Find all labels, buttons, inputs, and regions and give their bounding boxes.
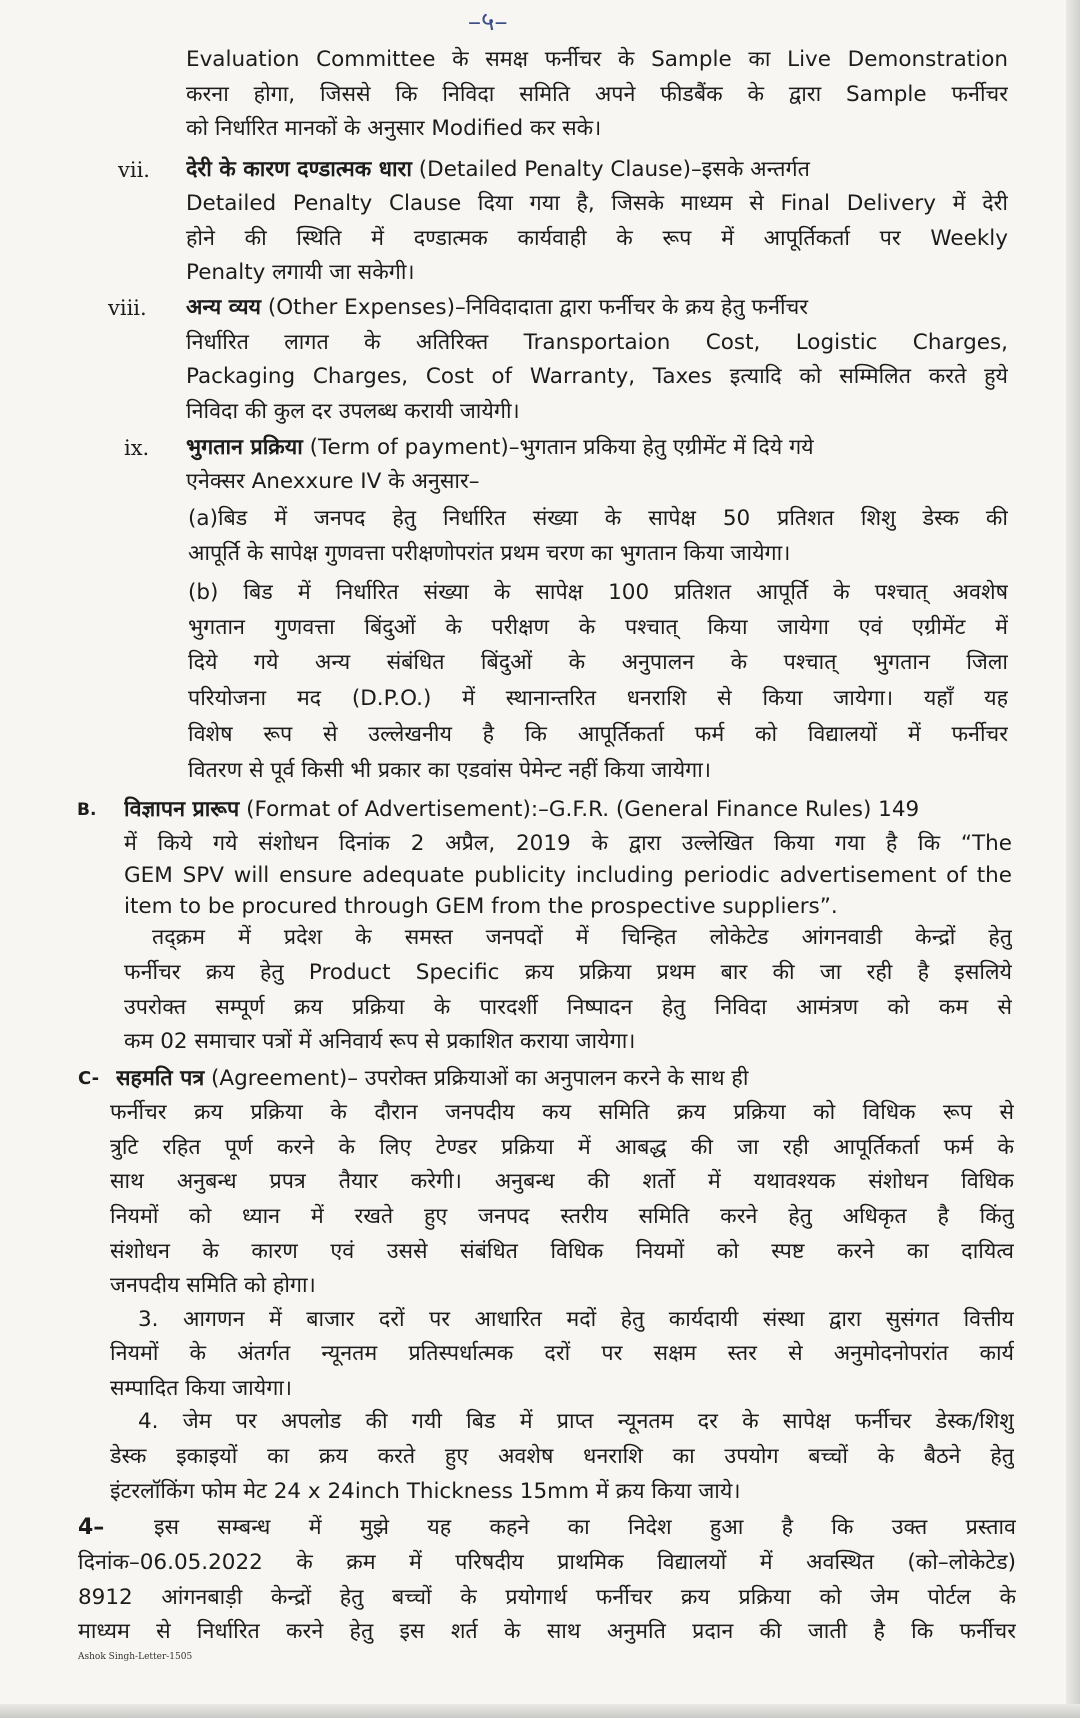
section-marker-c: C- xyxy=(78,1068,100,1089)
text-line: इंटरलॉकिंग फोम मेट 24 x 24inch Thickness 15mm में क्रय किया जाये। xyxy=(110,1479,741,1504)
text-line: नियमों को ध्यान में रखते हुए जनपद स्तरीय समिति करने हेतु अधिकृत है किंतु xyxy=(110,1204,1014,1229)
clause-ix-first-line xyxy=(186,433,1008,463)
heading-penalty: देरी के कारण दण्डात्मक धारा xyxy=(186,157,412,182)
text-line: इस सम्बन्ध में मुझे यह कहने का निदेश हुआ है कि उक्त प्रस्ताव xyxy=(154,1515,1016,1540)
text-span: (Other Expenses)–निविदादाता द्वारा फर्नीचर के क्रय हेतु फर्नीचर xyxy=(267,295,809,320)
page-edge-right xyxy=(1066,0,1080,1718)
text-line: (a)बिड में जनपद हेतु निर्धारित संख्या के सापेक्ष 50 प्रतिशत शिशु डेस्क की xyxy=(188,506,1008,531)
text-line: फर्नीचर क्रय प्रक्रिया के दौरान जनपदीय कय समिति क्रय प्रक्रिया को विधिक रूप से xyxy=(110,1100,1014,1125)
clause-viii-first-line xyxy=(186,293,1008,323)
text-line: माध्यम से निर्धारित करने हेतु इस शर्त के साथ अनुमति प्रदान की जाती है कि फर्नीचर xyxy=(78,1619,1016,1644)
text-line: Penalty लगायी जा सकेगी। xyxy=(186,260,415,285)
text-line: दिये गये अन्य संबंधित बिंदुओं के अनुपालन के पश्चात् भुगतान जिला xyxy=(188,650,1008,675)
section-c-first-line xyxy=(116,1064,1014,1094)
page-number: –५– xyxy=(468,7,508,37)
section-marker-b: B. xyxy=(77,800,97,820)
text-line: भुगतान गुणवत्ता बिंदुओं के परीक्षण के पश्चात् किया जायेगा एवं एग्रीमेंट में xyxy=(188,615,1008,640)
text-line: Evaluation Committee के समक्ष फर्नीचर के Sample का Live Demonstration xyxy=(186,47,1008,72)
text-line: सम्पादित किया जायेगा। xyxy=(110,1376,293,1401)
section-b-first-line xyxy=(124,795,1012,825)
text-line: item to be procured through GEM from the prospective suppliers”. xyxy=(124,894,838,919)
heading-payment: भुगतान प्रक्रिया xyxy=(186,435,303,460)
text-line: डेस्क इकाइयों का क्रय करते हुए अवशेष धनराशि का उपयोग बच्चों के बैठने हेतु xyxy=(110,1444,1014,1469)
text-line: विशेष रूप से उल्लेखनीय है कि आपूर्तिकर्ता फर्म को विद्यालयों में फर्नीचर xyxy=(188,722,1008,747)
heading-advertisement: विज्ञापन प्रारूप xyxy=(124,797,240,822)
text-span: (Term of payment)–भुगतान प्रकिया हेतु एग्रीमेंट में दिये गये xyxy=(309,435,814,460)
text-line: (b) बिड में निर्धारित संख्या के सापेक्ष 100 प्रतिशत आपूर्ति के पश्चात् अवशेष xyxy=(188,580,1008,605)
text-line: 4. जेम पर अपलोड की गयी बिड में प्राप्त न्यूनतम दर के सापेक्ष फर्नीचर डेस्क/शिशु xyxy=(138,1409,1014,1434)
text-line: तद्क्रम में प्रदेश के समस्त जनपदों में चिन्हित लोकेटेड आंगनवाडी केन्द्रों हेतु xyxy=(152,925,1012,950)
text-span: (Format of Advertisement):–G.F.R. (General Finance Rules) 149 xyxy=(246,797,920,822)
text-line: नियमों के अंतर्गत न्यूनतम प्रतिस्पर्धात्मक दरों पर सक्षम स्तर से अनुमोदनोपरांत कार्य xyxy=(110,1341,1014,1366)
heading-agreement: सहमति पत्र xyxy=(116,1066,205,1091)
text-span: (Agreement)– उपरोक्त प्रक्रियाओं का अनुपालन करने के साथ ही xyxy=(211,1066,749,1091)
text-line: जनपदीय समिति को होगा। xyxy=(110,1273,316,1298)
text-line: 8912 आंगनबाड़ी केन्द्रों हेतु बच्चों के प्रयोगार्थ फर्नीचर क्रय प्रक्रिया को जेम पोर्टल के xyxy=(78,1585,1016,1610)
text-line: त्रुटि रहित पूर्ण करने के लिए टेण्डर प्रक्रिया में आबद्ध की जा रही आपूर्तिकर्ता फर्म के xyxy=(110,1135,1014,1160)
text-line: GEM SPV will ensure adequate publicity including periodic advertisement of the xyxy=(124,863,1012,888)
text-line: 3. आगणन में बाजार दरों पर आधारित मदों हेतु कार्यदायी संस्था द्वारा सुसंगत वित्तीय xyxy=(138,1307,1014,1332)
text-line: कम 02 समाचार पत्रों में अनिवार्य रूप से प्रकाशित कराया जायेगा। xyxy=(124,1029,636,1054)
heading-expenses: अन्य व्यय xyxy=(186,295,262,320)
clause-marker-viii: viii. xyxy=(108,296,147,320)
text-line: एनेक्सर Anexxure IV के अनुसार– xyxy=(186,469,480,494)
text-span: (Detailed Penalty Clause)–इसके अन्तर्गत xyxy=(418,157,810,182)
clause-vii-first-line xyxy=(186,155,1008,185)
text-line: वितरण से पूर्व किसी भी प्रकार का एडवांस पेमेन्ट नहीं किया जायेगा। xyxy=(188,758,712,783)
text-line: फर्नीचर क्रय हेतु Product Specific क्रय प्रक्रिया प्रथम बार की जा रही है इसलिये xyxy=(124,960,1012,985)
text-line: होने की स्थिति में दण्डात्मक कार्यवाही के रूप में आपूर्तिकर्ता पर Weekly xyxy=(186,226,1008,251)
clause-marker-vii: vii. xyxy=(118,158,150,182)
text-line: साथ अनुबन्ध प्रपत्र तैयार करेगी। अनुबन्ध की शर्तो में यथावश्यक संशोधन विधिक xyxy=(110,1169,1014,1194)
text-line: को निर्धारित मानकों के अनुसार Modified कर सके। xyxy=(186,116,602,141)
text-line: दिनांक–06.05.2022 के क्रम में परिषदीय प्राथमिक विद्यालयों में अवस्थित (को–लोकेटेड) xyxy=(78,1550,1016,1575)
text-line: Packaging Charges, Cost of Warranty, Taxes इत्यादि को सम्मिलित करते हुये xyxy=(186,364,1008,389)
text-line: उपरोक्त सम्पूर्ण क्रय प्रक्रिया के पारदर्शी निष्पादन हेतु निविदा आमंत्रण को कम से xyxy=(124,995,1012,1020)
text-line: करना होगा, जिससे कि निविदा समिति अपने फीडबैंक के द्वारा Sample फर्नीचर xyxy=(186,82,1008,107)
clause-marker-ix: ix. xyxy=(124,436,150,460)
text-line: आपूर्ति के सापेक्ष गुणवत्ता परीक्षणोपरांत प्रथम चरण का भुगतान किया जायेगा। xyxy=(188,541,791,566)
text-line: Detailed Penalty Clause दिया गया है, जिसके माध्यम से Final Delivery में देरी xyxy=(186,191,1008,216)
paragraph-marker-4: 4– xyxy=(78,1515,105,1540)
page-edge-bottom xyxy=(0,1704,1080,1718)
text-line: संशोधन के कारण एवं उससे संबंधित विधिक नियमों को स्पष्ट करने का दायित्व xyxy=(110,1239,1014,1264)
footer-reference: Ashok Singh-Letter-1505 xyxy=(78,1652,193,1662)
text-line: परियोजना मद (D.P.O.) में स्थानान्तरित धनराशि से किया जायेगा। यहाँ यह xyxy=(188,686,1008,711)
text-line: निविदा की कुल दर उपलब्ध करायी जायेगी। xyxy=(186,399,520,424)
text-line: में किये गये संशोधन दिनांक 2 अप्रैल, 2019 के द्वारा उल्लेखित किया गया है कि “The xyxy=(124,831,1012,856)
text-line: निर्धारित लागत के अतिरिक्त Transportaion Cost, Logistic Charges, xyxy=(186,330,1008,355)
